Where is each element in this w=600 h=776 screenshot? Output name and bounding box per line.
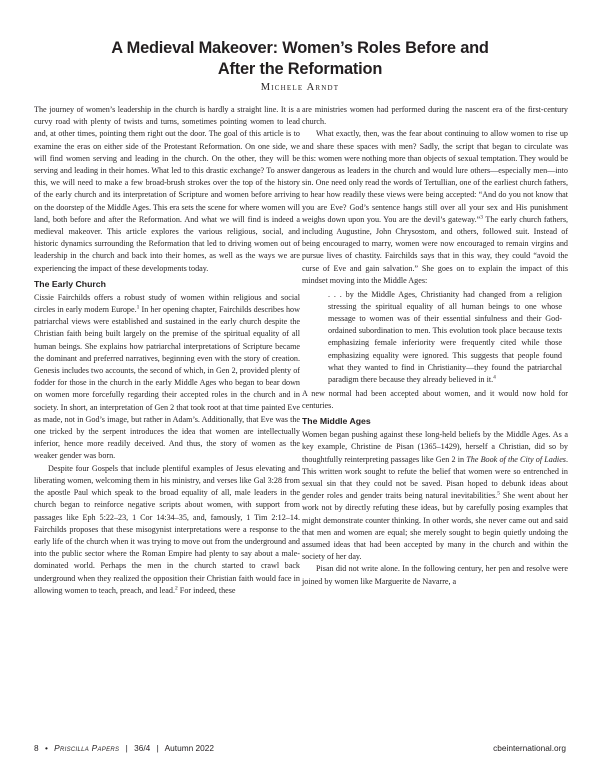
page-number: 8 <box>34 743 39 753</box>
paragraph-text: The early church fathers, including Augustine, John Chrysostom, and others, followed suit. Instead of being encouraged to marry, women were now encouraged to remain virgins and pursue lives of chastity. Fairchilds says that in this way, they could “avoid the curse of Eve and gain salvation.” She goes on to explain the impact of this mindset moving into the Middle Ages: <box>302 214 569 285</box>
paragraph-text: Cissie Fairchilds offers a robust study of women within religious and social circles in early modern Europe. <box>34 292 300 315</box>
article-title <box>0 38 600 80</box>
publication-name: Priscilla Papers <box>54 743 120 753</box>
paragraph-text: In her opening chapter, Fairchilds describes how patriarchal views were established and sustained in the early church despite the Christian faith being built largely on the premise of the spiritual equality of all human beings. She explains how patriarchal interpretations of Scripture became the dominant and preferred narratives, beginning even with the story of creation. Genesis includes two accounts, the second of which, in Gen 2, provided plenty of fodder for those in the church in the early Middle Ages who began to bear down on women more forcefully regarding their accepted roles in the church and in society. In short, an interpretation of Gen 2 that took root at that time painted Eve as made, not in God’s image, but rather in Adam’s. Additionally, that Eve was the one tricked by the serpent introduces the idea that women are intellectually inferior, hence more readily deceived. And thus, the story of women as the weaker gender was born. <box>34 305 300 461</box>
paragraph-new-normal: A new normal had been accepted about women, and it would now hold for centuries. <box>302 388 568 410</box>
footnote-marker-4[interactable]: 4 <box>493 374 496 381</box>
title-line-1: A Medieval Makeover: Women’s Roles Before and <box>111 39 489 57</box>
footer-left <box>34 743 214 753</box>
author-byline: Michele Arndt <box>260 82 340 93</box>
left-column <box>34 104 300 597</box>
quote-text: . . . by the Middle Ages, Christianity had changed from a religion stressing the spiritual equality of all human beings to one whose message to women was of their essential sinfulness and their God-ordained subordination to men. This evolution took place because texts emphasizing female inferiority were frequently cited while those emphasizing equality were ignored. This suggests that people found what they wanted to find in Christianity—they found the patriarchal paradigm there because they already believed in it. <box>328 290 562 384</box>
paragraph-text: Despite four Gospels that include plentiful examples of Jesus elevating and liberating women, welcoming them in his ministry, and verses like Gal 3:28 from the apostle Paul which speak to the broad equality of all, male leaders in the church began to reinforce negative scripts about women, with support from passages like Eph 5:22–23, 1 Cor 14:34–35, and, famously, 1 Tim 2:12–14. Fairchilds proposes that these misogynist interpretations were a response to the early life of the church when it was trying to move out from the underground and into the public sector where the Roman Empire had plenty to say about a male-dominated world. Perhaps the men in the church started to crawl back underground when they realized the opposition their Christian faith would face in allowing women to teach, preach, and lead. <box>34 463 300 595</box>
paragraph-text: She went about her work not by directly refuting these ideas, but by carefully posing examples that might demonstrate counter thinking. In other words, she never came out and said that men and women are equal; she merely sought to begin quietly undoing the assumed ideas that had been accepted by many in the church and within the society of her day. <box>302 491 568 562</box>
section-heading-middle-ages: The Middle Ages <box>302 416 371 427</box>
website-link[interactable]: cbeinternational.org <box>493 743 566 753</box>
paragraph-fairchilds <box>34 292 300 463</box>
intro-paragraph: The journey of women’s leadership in the church is hardly a straight line. It is a curvy road with plenty of twists and turns, sometimes pointing women to lead and, at other times, pointing them right out the door. The goal of this article is to examine the eras on either side of the Protestant Reformation. On one side, we will find women serving and leading in the church. On the other, they will be serving and leading in their homes. What led to this drastic exchange? To answer this, we will need to make a few broad-brush strokes over the top of the history of the early church and its interpretation of Scripture and women before arriving on the doorstep of the Middle Ages. This era sets the scene for where women will land, both before and after the Reformation. And what we will find is indeed a medieval makeover. This article explores the various religious, social, and historic dynamics surrounding the Reformation that led to driving women out of leadership in the church and back into their homes, as well as the ways we are experiencing the impact of these developments today. <box>34 105 300 273</box>
issue-number: 36/4 <box>134 743 151 753</box>
footnote-marker-2[interactable]: 2 <box>175 585 178 592</box>
divider: | <box>125 743 128 753</box>
footnote-marker-1[interactable]: 1 <box>136 304 140 311</box>
book-title: The Book of the City of Ladies <box>466 454 566 464</box>
footnote-marker-5[interactable]: 5 <box>497 490 500 497</box>
paragraph-continued: are ministries women had performed during the nascent era of the first-century church. <box>302 105 568 127</box>
paragraph-text: What exactly, then, was the fear about continuing to allow women to rise up and share these spaces with men? Sadly, the script that began to circulate was this: women were nothing more than objects of sexual temptation. They would be dangerous as leaders in the church and would lure others—especially men—into sin. One need only read the words of Tertullian, one of the earliest church fathers, to hear how readily these views were being accepted: “And do you not know that you are Eve? God’s sentence hangs still over all your sex and His punishment weighs down upon you. You are the devil’s gateway.” <box>302 129 568 224</box>
section-heading-early-church: The Early Church <box>34 278 106 289</box>
paragraph-text: Women began pushing against these long-held beliefs by the Middle Ages. As a key example, Christine de Pisan (1365–1429), herself a Christian, did so by thoughtfully reinterpreting passages like Gen 2 in <box>302 430 568 464</box>
right-column <box>302 104 568 588</box>
paragraph-not-alone: Pisan did not write alone. In the following century, her pen and resolve were joined by women like Marguerite de Navarre, a <box>302 564 568 586</box>
block-quote <box>328 289 562 386</box>
bullet-separator: • <box>44 743 48 753</box>
page-footer <box>34 743 566 755</box>
paragraph-gospels <box>34 463 300 597</box>
paragraph-text: . This written work sought to refute the belief that women were so entrenched in sexual sin that they could not be saved. Pisan hoped to debunk ideas about gender roles and gender traits being natural inevitabilities. <box>302 454 568 501</box>
paragraph-fear <box>302 128 568 287</box>
paragraph-text: For indeed, these <box>177 585 236 595</box>
divider: | <box>156 743 159 753</box>
footnote-marker-3[interactable]: 3 <box>480 214 483 221</box>
paragraph-pisan <box>302 429 568 563</box>
issue-date: Autumn 2022 <box>164 743 214 753</box>
title-line-2: After the Reformation <box>217 60 383 78</box>
